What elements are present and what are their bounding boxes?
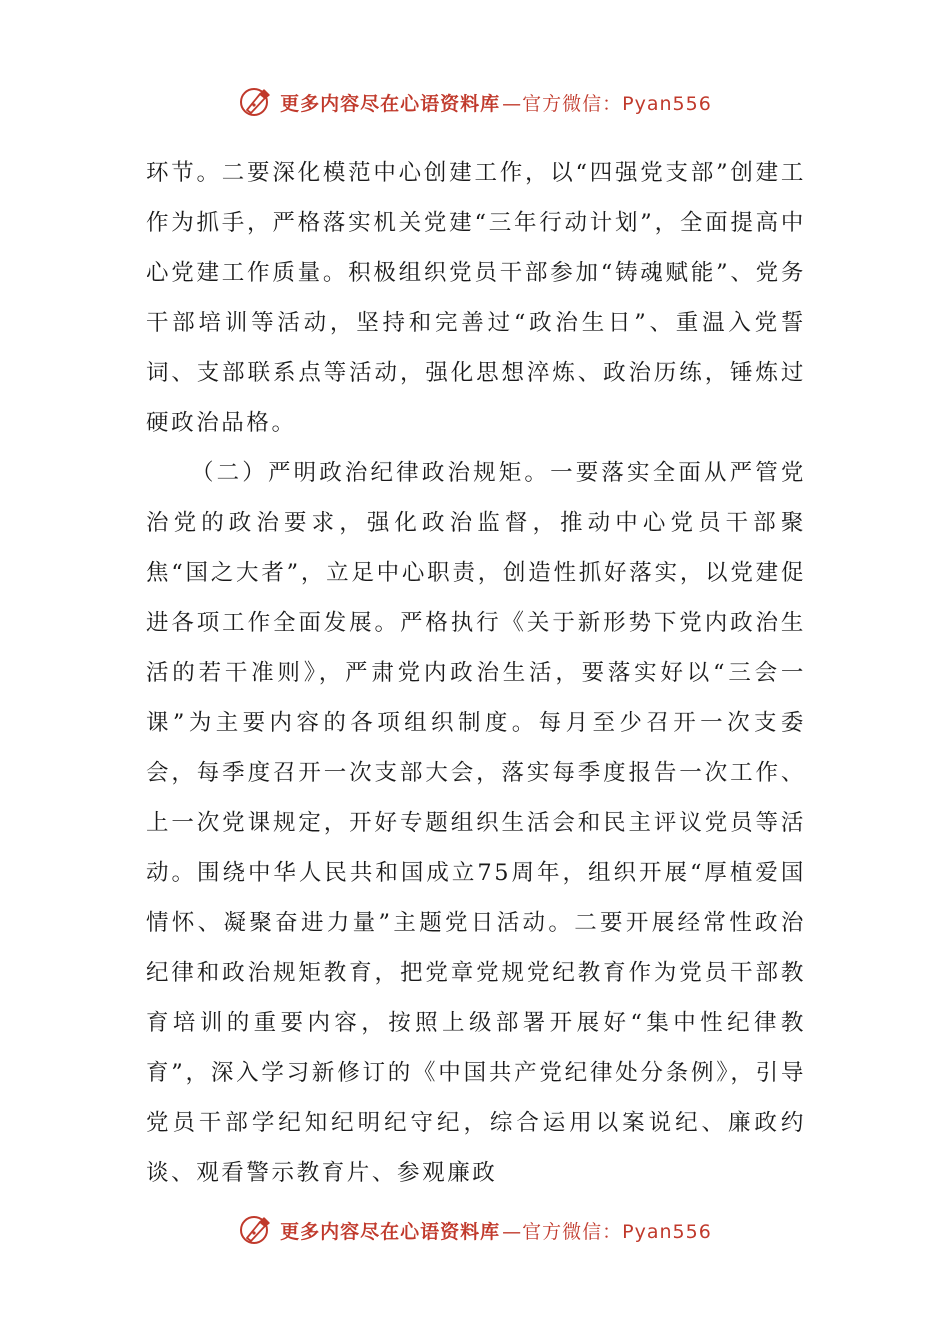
header-wechat-id: —官方微信：Pyan556 [502, 92, 712, 115]
document-body [146, 148, 806, 1198]
footer-wechat-id: —官方微信：Pyan556 [502, 1220, 712, 1243]
paragraph-continued: 环节。二要深化模范中心创建工作，以“四强党支部”创建工作为抓手，严格落实机关党建“三年行动计划”，全面提高中心党建工作质量。积极组织党员干部参加“铸魂赋能”、党务干部培训等活动，坚持和完善过“政治生日”、重温入党誓词、支部联系点等活动，强化思想淬炼、政治历练，锤炼过硬政治品格。 [146, 160, 806, 436]
pen-nib-logo-icon [238, 84, 274, 120]
header-site-name: 更多内容尽在心语资料库 [280, 92, 501, 115]
header-banner [0, 82, 950, 122]
pen-nib-logo-icon [238, 1212, 274, 1248]
footer-site-name: 更多内容尽在心语资料库 [280, 1220, 501, 1243]
paragraph-section-two: （二）严明政治纪律政治规矩。一要落实全面从严管党治党的政治要求，强化政治监督，推动中心党员干部聚焦“国之大者”，立足中心职责，创造性抓好落实，以党建促进各项工作全面发展。严格执行《关于新形势下党内政治生活的若干准则》，严肃党内政治生活，要落实好以“三会一课”为主要内容的各项组织制度。每月至少召开一次支委会，每季度召开一次支部大会，落实每季度报告一次工作、上一次党课规定，开好专题组织生活会和民主评议党员等活动。围绕中华人民共和国成立75周年，组织开展“厚植爱国情怀、凝聚奋进力量”主题党日活动。二要开展经常性政治纪律和政治规矩教育，把党章党规党纪教育作为党员干部教育培训的重要内容，按照上级部署开展好“集中性纪律教育”，深入学习新修订的《中国共产党纪律处分条例》，引导党员干部学纪知纪明纪守纪，综合运用以案说纪、廉政约谈、观看警示教育片、参观廉政 [146, 460, 806, 1186]
footer-banner [0, 1210, 950, 1250]
